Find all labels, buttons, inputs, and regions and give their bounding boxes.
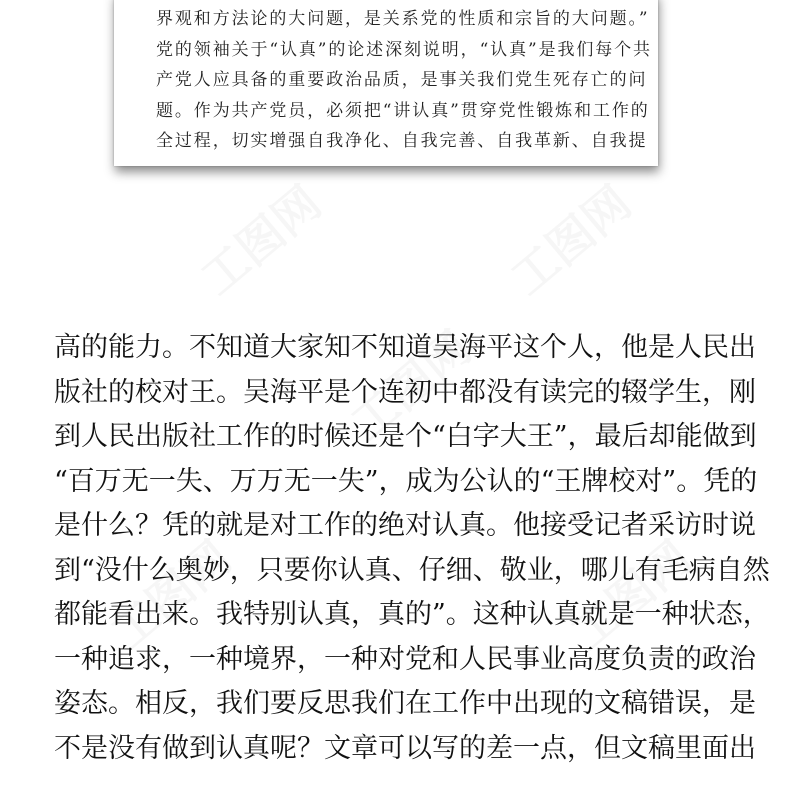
quote-line: 全过程，切实增强自我净化、自我完善、自我革新、自我提	[156, 131, 648, 151]
body-line: 是什么？凭的就是对工作的绝对认真。他接受记者采访时说	[54, 510, 756, 541]
body-line: “百万无一失、万万无一失”，成为公认的“王牌校对”。凭的	[54, 465, 758, 497]
body-line: 都能看出来。我特别认真，真的”。这种认真就是一种状态，	[54, 599, 770, 630]
body-line: 版社的校对王。吴海平是个连初中都没有读完的辍学生，刚	[54, 376, 756, 408]
quote-text	[156, 4, 656, 157]
body-paragraph	[54, 326, 770, 771]
body-line: 到“没什么奥妙，只要你认真、仔细、敬业，哪儿有毛病自然	[54, 554, 770, 586]
body-line: 姿态。相反，我们要反思我们在工作中出现的文稿错误，是	[54, 688, 756, 719]
quote-line: 党的领袖关于“认真”的论述深刻说明，“认真”是我们每个共	[156, 39, 652, 60]
body-line: 不是没有做到认真呢？文章可以写的差一点，但文稿里面出	[54, 732, 756, 764]
watermark	[185, 168, 333, 307]
watermark	[495, 168, 643, 307]
quote-card	[114, 0, 658, 166]
body-line: 一种追求，一种境界，一种对党和人民事业高度负责的政治	[54, 643, 756, 675]
quote-line: 界观和方法论的大问题，是关系党的性质和宗旨的大问题。”	[156, 9, 650, 29]
body-line: 到人民出版社工作的时候还是个“白字大王”，最后却能做到	[54, 421, 757, 452]
quote-line: 题。作为共产党员，必须把“讲认真”贯穿党性锻炼和工作的	[156, 100, 650, 121]
quote-line: 产党人应具备的重要政治品质，是事关我们党生死存亡的问	[156, 70, 648, 90]
body-line: 高的能力。不知道大家知不知道吴海平这个人，他是人民出	[54, 332, 756, 363]
